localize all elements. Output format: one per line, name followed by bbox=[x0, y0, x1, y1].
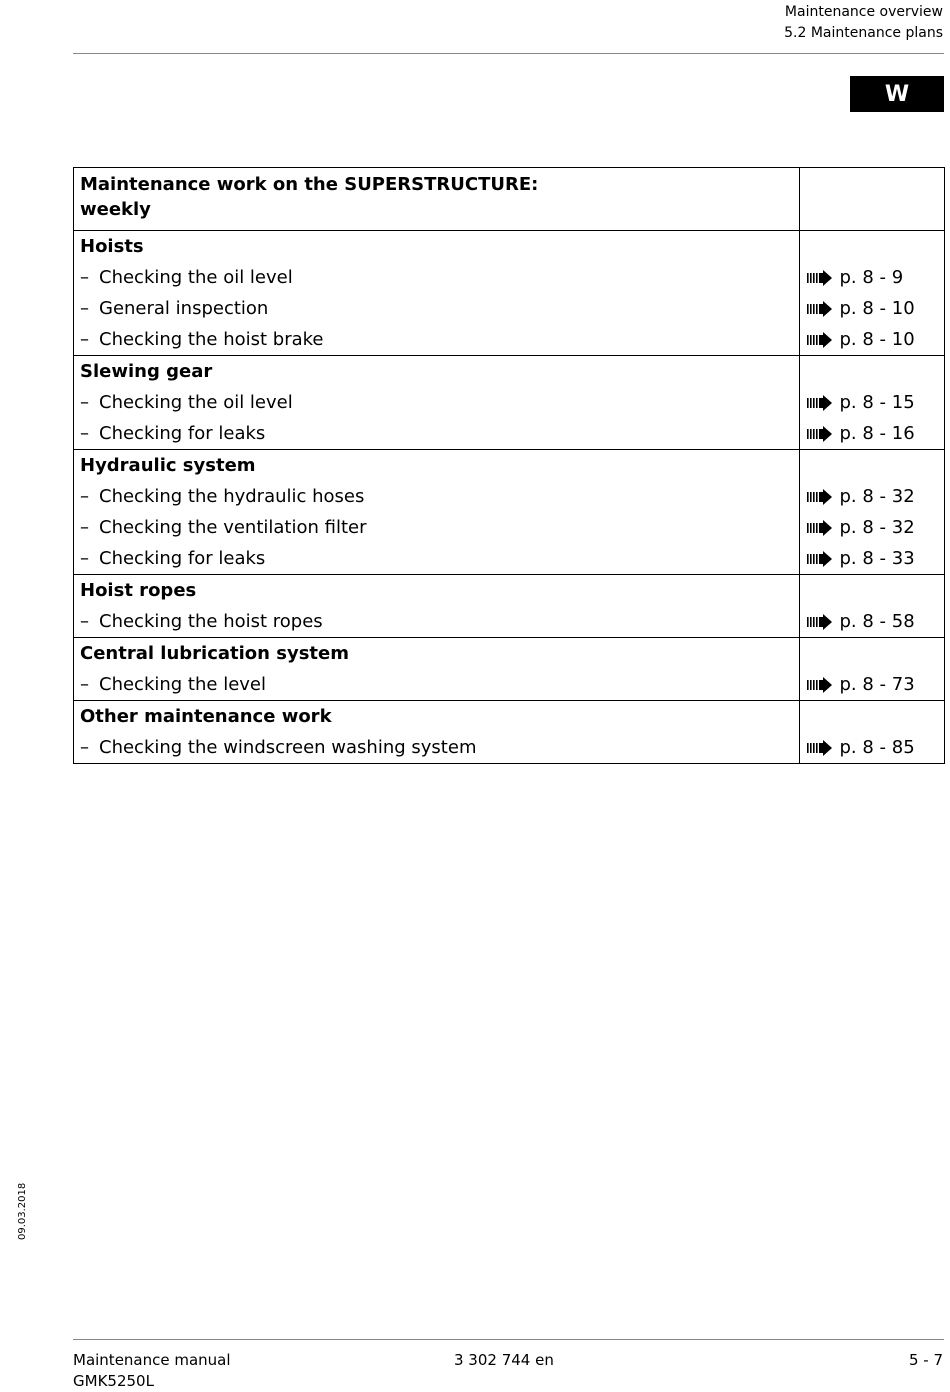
reference-cell bbox=[800, 450, 945, 575]
page-reference-text[interactable]: p. 8 - 10 bbox=[839, 329, 915, 350]
page-reference[interactable] bbox=[800, 543, 944, 574]
footer-rule bbox=[73, 1339, 944, 1340]
page-reference[interactable] bbox=[800, 512, 944, 543]
dash-bullet: – bbox=[80, 329, 89, 350]
reference-spacer bbox=[800, 356, 944, 387]
section-heading: Hoists bbox=[80, 236, 144, 257]
table-row bbox=[74, 356, 945, 450]
section-heading: Central lubrication system bbox=[80, 643, 349, 664]
page-reference[interactable] bbox=[800, 732, 944, 763]
table-row bbox=[74, 231, 945, 356]
page-reference[interactable] bbox=[800, 606, 944, 637]
list-item bbox=[74, 512, 799, 543]
table-title-row bbox=[74, 168, 945, 231]
footer-manual: Maintenance manual bbox=[73, 1351, 231, 1369]
reference-spacer bbox=[800, 701, 944, 732]
task-text: Checking the hydraulic hoses bbox=[99, 486, 365, 507]
arrow-right-icon bbox=[807, 270, 833, 286]
list-item bbox=[74, 262, 799, 293]
page-reference-text[interactable]: p. 8 - 85 bbox=[839, 737, 915, 758]
list-item bbox=[74, 418, 799, 449]
task-text: Checking the oil level bbox=[99, 392, 293, 413]
dash-bullet: – bbox=[80, 486, 89, 507]
task-cell bbox=[74, 575, 800, 638]
table-title: Maintenance work on the SUPERSTRUCTURE: bbox=[80, 174, 539, 195]
reference-cell bbox=[800, 231, 945, 356]
header-chapter: Maintenance overview bbox=[784, 4, 943, 20]
reference-spacer bbox=[800, 638, 944, 669]
reference-cell bbox=[800, 356, 945, 450]
section-heading: Hoist ropes bbox=[80, 580, 197, 601]
task-text: Checking for leaks bbox=[99, 423, 266, 444]
page-reference-text[interactable]: p. 8 - 15 bbox=[839, 392, 915, 413]
list-item bbox=[74, 293, 799, 324]
table-row bbox=[74, 575, 945, 638]
page-reference-text[interactable]: p. 8 - 32 bbox=[839, 517, 915, 538]
dash-bullet: – bbox=[80, 674, 89, 695]
section-heading: Slewing gear bbox=[80, 361, 213, 382]
chapter-tab bbox=[850, 76, 944, 112]
footer-page-number: 5 - 7 bbox=[908, 1351, 943, 1369]
maintenance-plan-table bbox=[73, 167, 945, 764]
footer-model: GMK5250L bbox=[73, 1372, 154, 1390]
page-reference[interactable] bbox=[800, 418, 944, 449]
reference-spacer bbox=[800, 450, 944, 481]
dash-bullet: – bbox=[80, 423, 89, 444]
section-heading: Other maintenance work bbox=[80, 706, 332, 727]
table-title-ref-cell bbox=[800, 168, 945, 231]
task-text: Checking the hoist brake bbox=[99, 329, 324, 350]
table-interval: weekly bbox=[80, 199, 151, 220]
task-cell bbox=[74, 231, 800, 356]
arrow-right-icon bbox=[807, 301, 833, 317]
header-section: 5.2 Maintenance plans bbox=[784, 25, 943, 41]
dash-bullet: – bbox=[80, 267, 89, 288]
page-reference[interactable] bbox=[800, 387, 944, 418]
reference-cell bbox=[800, 638, 945, 701]
table-row bbox=[74, 701, 945, 764]
dash-bullet: – bbox=[80, 298, 89, 319]
arrow-right-icon bbox=[807, 426, 833, 442]
task-text: Checking the oil level bbox=[99, 267, 293, 288]
arrow-right-icon bbox=[807, 520, 833, 536]
page-reference[interactable] bbox=[800, 669, 944, 700]
reference-cell bbox=[800, 575, 945, 638]
page-reference[interactable] bbox=[800, 324, 944, 355]
task-cell bbox=[74, 638, 800, 701]
page-reference-text[interactable]: p. 8 - 9 bbox=[839, 267, 904, 288]
dash-bullet: – bbox=[80, 392, 89, 413]
task-text: Checking the level bbox=[99, 674, 266, 695]
task-cell bbox=[74, 356, 800, 450]
list-item bbox=[74, 732, 799, 763]
list-item bbox=[74, 606, 799, 637]
arrow-right-icon bbox=[807, 395, 833, 411]
header-rule bbox=[73, 53, 944, 54]
task-text: Checking the ventilation filter bbox=[99, 517, 367, 538]
page-reference[interactable] bbox=[800, 262, 944, 293]
page-reference-text[interactable]: p. 8 - 16 bbox=[839, 423, 915, 444]
arrow-right-icon bbox=[807, 677, 833, 693]
list-item bbox=[74, 387, 799, 418]
task-text: Checking the windscreen washing system bbox=[99, 737, 477, 758]
table-row bbox=[74, 638, 945, 701]
reference-spacer bbox=[800, 231, 944, 262]
page-reference[interactable] bbox=[800, 293, 944, 324]
page-reference-text[interactable]: p. 8 - 73 bbox=[839, 674, 915, 695]
section-heading: Hydraulic system bbox=[80, 455, 256, 476]
list-item bbox=[74, 543, 799, 574]
list-item bbox=[74, 669, 799, 700]
arrow-right-icon bbox=[807, 614, 833, 630]
table-title-cell bbox=[74, 168, 800, 231]
page-header bbox=[784, 2, 943, 44]
page-reference-text[interactable]: p. 8 - 33 bbox=[839, 548, 915, 569]
dash-bullet: – bbox=[80, 548, 89, 569]
list-item bbox=[74, 481, 799, 512]
list-item bbox=[74, 324, 799, 355]
reference-spacer bbox=[800, 575, 944, 606]
task-text: Checking the hoist ropes bbox=[99, 611, 323, 632]
date-stamp: 09.03.2018 bbox=[17, 1182, 28, 1240]
arrow-right-icon bbox=[807, 332, 833, 348]
chapter-tab-letter: W bbox=[884, 81, 910, 107]
arrow-right-icon bbox=[807, 740, 833, 756]
table-row bbox=[74, 450, 945, 575]
dash-bullet: – bbox=[80, 517, 89, 538]
dash-bullet: – bbox=[80, 611, 89, 632]
task-cell bbox=[74, 701, 800, 764]
arrow-right-icon bbox=[807, 551, 833, 567]
footer-doc-number: 3 302 744 en bbox=[454, 1351, 554, 1369]
dash-bullet: – bbox=[80, 737, 89, 758]
arrow-right-icon bbox=[807, 489, 833, 505]
task-text: Checking for leaks bbox=[99, 548, 266, 569]
reference-cell bbox=[800, 701, 945, 764]
task-cell bbox=[74, 450, 800, 575]
page-reference-text[interactable]: p. 8 - 58 bbox=[839, 611, 915, 632]
task-text: General inspection bbox=[99, 298, 269, 319]
page-reference-text[interactable]: p. 8 - 32 bbox=[839, 486, 915, 507]
page-reference[interactable] bbox=[800, 481, 944, 512]
page-reference-text[interactable]: p. 8 - 10 bbox=[839, 298, 915, 319]
